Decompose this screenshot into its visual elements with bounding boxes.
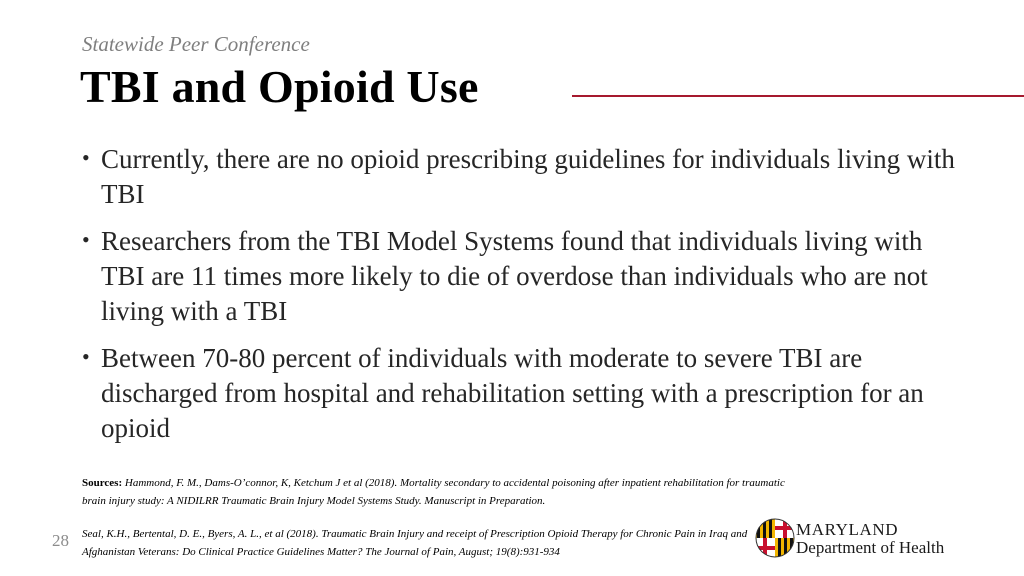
source-reference: Hammond, F. M., Dams-O’connor, K, Ketchum J et al (2018). Mortality secondary to accidental poisoning after inpatient rehabilitation for traumatic brain injury study: A NIDILRR Traumatic Brain Injury Model Systems Study. Manuscript in Preparation. (82, 477, 785, 507)
bullet-item (82, 224, 962, 329)
bullet-dot-icon: • (82, 344, 90, 369)
source-reference: Seal, K.H., Bertental, D. E., Byers, A. L., et al (2018). Traumatic Brain Injury and receipt of Prescription Opioid Therapy for Chronic Pain in Iraq and Afghanistan Veterans: Do Clinical Practice Guidelines Matter? The Journal of Pain, August; 19(8):931-934 (82, 528, 748, 558)
bullet-text: Between 70-80 percent of individuals with moderate to severe TBI are discharged from hospital and rehabilitation setting with a prescription for an opioid (101, 343, 924, 443)
slide-title: TBI and Opioid Use (80, 61, 479, 112)
bullet-item (82, 142, 962, 212)
logo-department-text: Department of Health (796, 538, 945, 557)
bullet-dot-icon: • (82, 227, 90, 252)
maryland-health-logo (755, 516, 965, 560)
bullet-dot-icon: • (82, 145, 90, 170)
bullet-text: Currently, there are no opioid prescribing guidelines for individuals living with TBI (101, 144, 955, 209)
source-entry (82, 525, 802, 561)
sources-label: Sources: (82, 477, 123, 489)
title-rule (572, 95, 1024, 97)
page-number: 28 (52, 531, 69, 550)
slide-subtitle: Statewide Peer Conference (82, 32, 310, 56)
logo-maryland-text: MARYLAND (796, 520, 899, 539)
bullet-list (82, 142, 962, 458)
sources-block (82, 474, 802, 576)
maryland-flag-seal-icon (755, 518, 795, 558)
bullet-text: Researchers from the TBI Model Systems found that individuals living with TBI are 11 times more likely to die of overdose than individuals who are not living with a TBI (101, 226, 928, 326)
bullet-item (82, 341, 962, 446)
source-entry (82, 474, 802, 510)
